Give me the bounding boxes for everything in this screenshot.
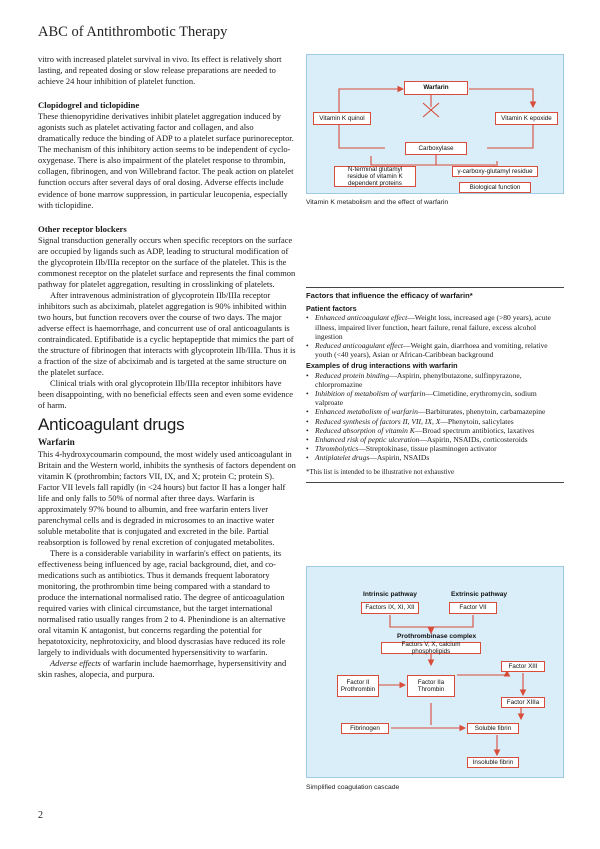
node-factor-ii: Factor II Prothrombin bbox=[337, 675, 379, 697]
heading-anticoagulant-drugs: Anticoagulant drugs bbox=[38, 415, 185, 435]
adverse-effects-em: Adverse effects bbox=[50, 658, 101, 669]
list-item bbox=[306, 313, 564, 341]
item-em: Inhibition of metabolism of warfarin bbox=[315, 389, 426, 399]
heading-other-receptor-blockers: Other receptor blockers bbox=[38, 223, 127, 234]
node-factors-v-x: Factors V, X, calcium phospholipids bbox=[381, 642, 481, 654]
factors-box bbox=[306, 287, 564, 483]
patient-factors-list bbox=[306, 313, 564, 359]
factors-title: Factors that influence the efficacy of warfarin* bbox=[306, 291, 473, 300]
left-column bbox=[38, 54, 296, 680]
label-intrinsic-pathway: Intrinsic pathway bbox=[363, 591, 417, 598]
node-fibrinogen: Fibrinogen bbox=[341, 723, 389, 734]
item-rest: —Aspirin, NSAIDs, corticosteroids bbox=[419, 435, 528, 445]
item-em: Enhanced metabolism of warfarin bbox=[315, 407, 418, 417]
node-biological-function: Biological function bbox=[459, 182, 531, 193]
paragraph-warfarin-1: This 4-hydroxycoumarin compound, the most widely used anticoagulant in Britain and the Western world, inhibits the synthesis of factors dependent on vitamin K (prothrombin; factors VII, IX, and X; protein C; protein S). Factor VII levels fall rapidly (in <24 hours) but factor II has a longer half life and only falls to 50% of normal after three days. Warfarin is approximately 97% bound to albumin, and free warfarin enters liver parenchymal cells and is degraded in microsomes to an inactive water soluble metabolite that is conjugated and excreted in the bile. Partial reabsorption is followed by renal excretion of conjugated metabolites. bbox=[38, 448, 296, 547]
item-rest: —Barbiturates, phenytoin, carbamazepine bbox=[417, 407, 546, 417]
item-rest: —Phenytoin, salicylates bbox=[440, 416, 514, 426]
list-item bbox=[306, 417, 564, 426]
node-factors-ix-xi-xii: Factors IX, XI, XII bbox=[361, 602, 419, 614]
paragraph-intro: vitro with increased platelet survival in vivo. Its effect is relatively short lasting, and repeated dosing or slow release preparations are needed to achieve 24 hour inhibition of platelet function. bbox=[38, 54, 282, 87]
figure-vitamin-k-box bbox=[306, 54, 564, 194]
item-em: Thrombolytics bbox=[315, 444, 359, 454]
figure-coagulation-caption: Simplified coagulation cascade bbox=[306, 784, 400, 791]
node-insoluble-fibrin: Insoluble fibrin bbox=[467, 757, 519, 768]
heading-warfarin: Warfarin bbox=[38, 437, 75, 448]
node-factor-xiii: Factor XIII bbox=[501, 661, 545, 672]
paragraph-other-1: Signal transduction generally occurs when specific receptors on the surface are occupied by ligands such as ADP, leading to structural modification of the glycoprotein IIb/IIIa receptor on the surface of the platelet. This is the commonest receptor on the platelet surface and represents the final common pathway for platelet aggregation, resulting in crosslinking of platelets. bbox=[38, 234, 296, 289]
list-item bbox=[306, 389, 564, 407]
node-gamma-carboxy: γ-carboxy-glutamyl residue bbox=[452, 166, 538, 177]
list-item bbox=[306, 371, 564, 389]
item-rest: —Broad spectrum antibiotics, laxatives bbox=[414, 425, 535, 435]
item-em: Enhanced anticoagulant effect bbox=[315, 313, 408, 323]
factors-footnote: *This list is intended to be illustrative not exhaustive bbox=[306, 467, 455, 476]
item-rest: —Aspirin, phenylbutazone, sulfinpyrazone, chlorpromazine bbox=[315, 370, 522, 389]
node-soluble-fibrin: Soluble fibrin bbox=[467, 723, 519, 734]
item-rest: —Streptokinase, tissue plasminogen activator bbox=[358, 444, 497, 454]
item-rest: —Weight gain, diarrhoea and vomiting, relative youth (<40 years), Asian or African-Caribbean background bbox=[315, 341, 548, 360]
item-rest: —Cimetidine, erythromycin, sodium valproate bbox=[315, 389, 537, 408]
label-prothrombinase-complex: Prothrombinase complex bbox=[397, 633, 477, 640]
list-item bbox=[306, 407, 564, 416]
item-em: Reduced protein binding bbox=[315, 370, 390, 380]
adverse-effects-rest: of warfarin include haemorrhage, hypersensitivity and skin rashes, alopecia, and purpura. bbox=[38, 658, 287, 680]
paragraph-other-2: After intravenous administration of glycoprotein IIb/IIIa receptor inhibitors such as abciximab, platelet aggregation is 90% inhibited within two hours, but function recovers over the course of two days. The major adverse effect is haemorrhage, and concurrent use of oral anticoagulants is contraindicated. Eptifibatide is a cyclic heptapeptide that mimics the part of the structure of fibrinogen that interacts with glycoprotein IIb/IIIa. Thus it is a fraction of the size of abciximab and is targeted at the same structure on the platelet surface. bbox=[38, 289, 296, 378]
page-number: 2 bbox=[38, 810, 43, 821]
item-rest: —Weight loss, increased age (>80 years), acute illness, impaired liver function, heart failure, renal failure, excess alcohol ingestion bbox=[315, 313, 551, 341]
figure-vitamin-k-caption: Vitamin K metabolism and the effect of warfarin bbox=[306, 199, 449, 206]
figure-coagulation bbox=[306, 566, 564, 791]
node-vitamin-k-quinol: Vitamin K quinol bbox=[313, 112, 371, 125]
patient-factors-heading: Patient factors bbox=[306, 304, 357, 314]
node-carboxylase: Carboxylase bbox=[405, 142, 467, 155]
node-vitamin-k-epoxide: Vitamin K epoxide bbox=[495, 112, 558, 125]
drug-interactions-heading: Examples of drug interactions with warfarin bbox=[306, 361, 458, 371]
heading-clopidogrel: Clopidogrel and ticlopidine bbox=[38, 100, 140, 111]
item-em: Enhanced risk of peptic ulceration bbox=[315, 435, 420, 445]
node-warfarin: Warfarin bbox=[404, 81, 468, 95]
node-factor-iia: Factor IIa Thrombin bbox=[407, 675, 455, 697]
item-em: Reduced synthesis of factors II, VII, IX, X bbox=[315, 416, 441, 426]
coagulation-arrows bbox=[307, 567, 565, 779]
node-factor-xiiia: Factor XIIIa bbox=[501, 697, 545, 708]
paragraph-other-3: Clinical trials with oral glycoprotein IIb/IIIa receptor inhibitors have been disappointing, with no beneficial effects seen and even some evidence of harm. bbox=[38, 378, 293, 411]
node-factor-vii: Factor VII bbox=[449, 602, 497, 614]
list-item bbox=[306, 426, 564, 435]
item-em: Antiplatelet drugs bbox=[315, 453, 370, 463]
paragraph-clopidogrel: These thienopyridine derivatives inhibit platelet aggregation induced by agonists such as platelet activating factor and collagen, and also dramatically reduce the binding of ADP to a platelet surface purinoreceptor. The mechanism of this inhibitory action seems to be independent of cyclo-oxygenase. There is also impairment of the platelet response to thrombin, collagen, fibrinogen, and von Willebrand factor. The peak action on platelet function occurs after several days of oral dosing. Adverse effects include evidence of bone marrow suppression, in particular leucopenia, especially with ticlopidine. bbox=[38, 111, 294, 210]
factors-bottom-rule bbox=[306, 482, 564, 483]
figure-vitamin-k bbox=[306, 54, 564, 206]
item-em: Reduced absorption of vitamin K bbox=[315, 425, 415, 435]
item-rest: —Aspirin, NSAIDs bbox=[369, 453, 430, 463]
drug-interactions-list bbox=[306, 371, 564, 463]
list-item bbox=[306, 341, 564, 359]
label-extrinsic-pathway: Extrinsic pathway bbox=[451, 591, 508, 598]
paragraph-warfarin-2: There is a considerable variability in warfarin's effect on patients, its effectiveness being influenced by age, racial background, diet, and co-medications such as antibiotics. Thus it demands frequent laboratory monitoring, the prothrombin time being compared with a standard to produce the international normalised ratio. The degree of anticoagulation required varies with clinical circumstance, but the target international normalised ratio usually ranges from 2 to 4. Phenindione is an alternative oral vitamin K antagonist, but concerns regarding the potential for hepatotoxicity, nephrotoxicity, and blood dyscrasias have reduced its role largely to individuals with documented hypersensitivity to warfarin. bbox=[38, 547, 286, 658]
paragraph-warfarin-3 bbox=[38, 658, 296, 680]
list-item bbox=[306, 453, 564, 462]
list-item bbox=[306, 435, 564, 444]
figure-coagulation-box bbox=[306, 566, 564, 778]
node-n-terminal: N-terminal glutamyl residue of vitamin K dependent proteins bbox=[334, 166, 416, 187]
list-item bbox=[306, 444, 564, 453]
running-head: ABC of Antithrombotic Therapy bbox=[38, 24, 228, 40]
item-em: Reduced anticoagulant effect bbox=[315, 341, 404, 351]
